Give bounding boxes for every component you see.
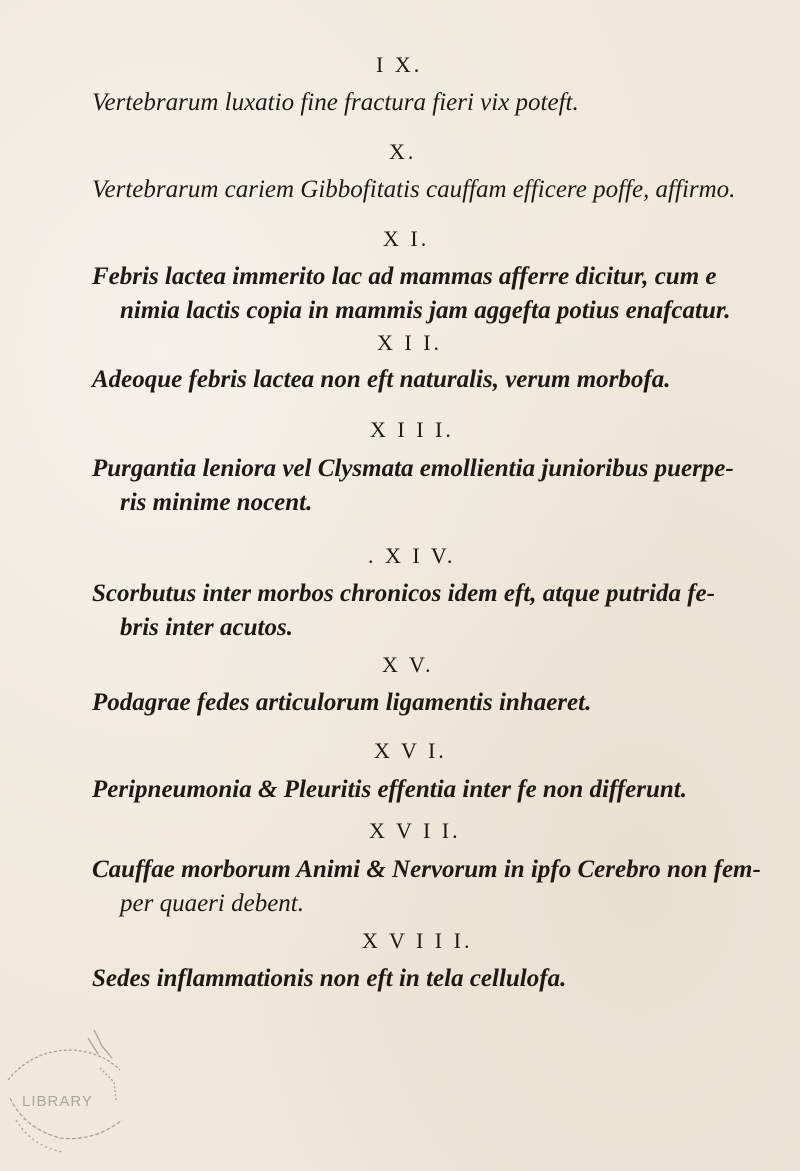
thesis-text-line: Podagrae fedes articulorum ligamentis inhaeret. <box>92 689 592 716</box>
library-stamp-icon <box>2 1010 132 1160</box>
thesis-text-line: nimia lactis copia in mammis jam aggefta potius enafcatur. <box>120 297 731 324</box>
stamp-text: LIBRARY <box>22 1093 93 1110</box>
thesis-numeral: . X I V. <box>368 543 456 568</box>
thesis-numeral: X V I. <box>374 738 447 763</box>
thesis-numeral: X I I. <box>377 330 443 355</box>
thesis-numeral: I X. <box>376 52 423 77</box>
thesis-text-line: Vertebrarum cariem Gibbofitatis cauffam efficere poffe, affirmo. <box>92 176 736 203</box>
thesis-text-line: Febris lactea immerito lac ad mammas afferre dicitur, cum e <box>92 263 717 290</box>
thesis-numeral: X. <box>389 139 417 164</box>
thesis-text-line: Sedes inflammationis non eft in tela cellulofa. <box>92 965 567 992</box>
thesis-text-line: per quaeri debent. <box>120 890 304 917</box>
thesis-text-line: Vertebrarum luxatio fine fractura fieri vix poteft. <box>92 89 579 116</box>
thesis-text-line: Scorbutus inter morbos chronicos idem eft, atque putrida fe- <box>92 580 715 607</box>
thesis-text-line: Peripneumonia & Pleuritis effentia inter fe non differunt. <box>92 776 687 803</box>
thesis-text-line: Cauffae morborum Animi & Nervorum in ipfo Cerebro non fem- <box>92 856 761 883</box>
thesis-numeral: X V. <box>382 652 434 677</box>
thesis-numeral: X V I I I. <box>362 928 473 953</box>
thesis-numeral: X V I I. <box>369 818 461 843</box>
thesis-numeral: X I I I. <box>370 417 454 442</box>
thesis-text-line: bris inter acutos. <box>120 614 293 641</box>
thesis-text-line: Purgantia leniora vel Clysmata emollientia junioribus puerpe- <box>92 455 734 482</box>
thesis-text-line: ris minime nocent. <box>120 489 313 516</box>
thesis-numeral: X I. <box>383 226 430 251</box>
thesis-text-line: Adeoque febris lactea non eft naturalis, verum morbofa. <box>92 366 671 393</box>
